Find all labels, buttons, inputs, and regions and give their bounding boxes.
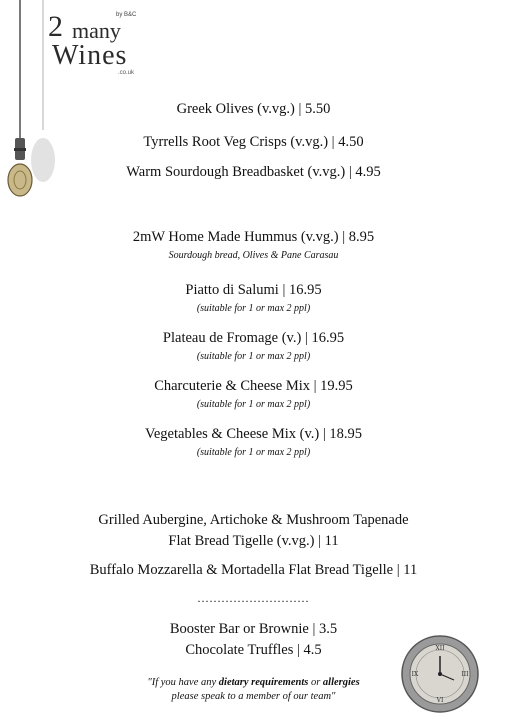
menu-item-truffles: Chocolate Truffles | 4.5	[185, 642, 322, 658]
menu-item-vegetables-cheese: Vegetables & Cheese Mix (v.) | 18.95	[145, 426, 362, 442]
menu-item-hummus-desc: Sourdough bread, Olives & Pane Carasau	[168, 250, 339, 261]
menu-item-root-veg-crisps: Tyrrells Root Veg Crisps (v.vg.) | 4.50	[143, 134, 364, 150]
svg-text:VI: VI	[436, 697, 444, 704]
menu-item-salumi: Piatto di Salumi | 16.95	[185, 282, 322, 298]
menu-item-salumi-desc: (suitable for 1 or max 2 ppl)	[196, 303, 311, 314]
logo-two: 2	[48, 10, 63, 43]
allergy-note-pre: "If you have any	[147, 677, 219, 688]
svg-text:XII: XII	[435, 645, 445, 652]
menu-item-greek-olives: Greek Olives (v.vg.) | 5.50	[176, 101, 331, 117]
section-divider: ............................	[197, 591, 310, 605]
logo-many: many	[72, 18, 121, 43]
menu-item-aubergine: Grilled Aubergine, Artichoke & Mushroom Tapenade	[98, 512, 409, 528]
menu-item-breadbasket: Warm Sourdough Breadbasket (v.vg.) | 4.95	[126, 164, 381, 180]
brand-logo	[48, 10, 148, 76]
menu-item-tigelle: Flat Bread Tigelle (v.vg.) | 11	[168, 533, 339, 549]
svg-text:III: III	[461, 671, 469, 678]
svg-text:IX: IX	[411, 671, 419, 678]
allergy-note-dietary: dietary requirements	[218, 677, 309, 688]
allergy-note-allergies: allergies	[322, 677, 360, 688]
menu-item-hummus: 2mW Home Made Hummus (v.vg.) | 8.95	[132, 229, 375, 245]
menu-item-charcuterie: Charcuterie & Cheese Mix | 19.95	[154, 378, 353, 394]
logo-byline: by B&C	[116, 12, 137, 18]
menu-item-fromage: Plateau de Fromage (v.) | 16.95	[162, 330, 345, 346]
logo-wines: Wines	[52, 40, 128, 71]
menu-item-charcuterie-desc: (suitable for 1 or max 2 ppl)	[196, 399, 311, 410]
menu-item-booster-brownie: Booster Bar or Brownie | 3.5	[169, 621, 338, 637]
menu-item-vegetables-cheese-desc: (suitable for 1 or max 2 ppl)	[196, 447, 311, 458]
menu-item-fromage-desc: (suitable for 1 or max 2 ppl)	[196, 351, 311, 362]
menu-item-mozzarella-tigelle: Buffalo Mozzarella & Mortadella Flat Bread Tigelle | 11	[89, 562, 418, 578]
vintage-clock-icon	[400, 634, 480, 714]
logo-domain: .co.uk	[118, 70, 135, 76]
allergy-note-line2: please speak to a member of our team"	[171, 691, 336, 702]
allergy-note-mid: or	[308, 677, 323, 688]
